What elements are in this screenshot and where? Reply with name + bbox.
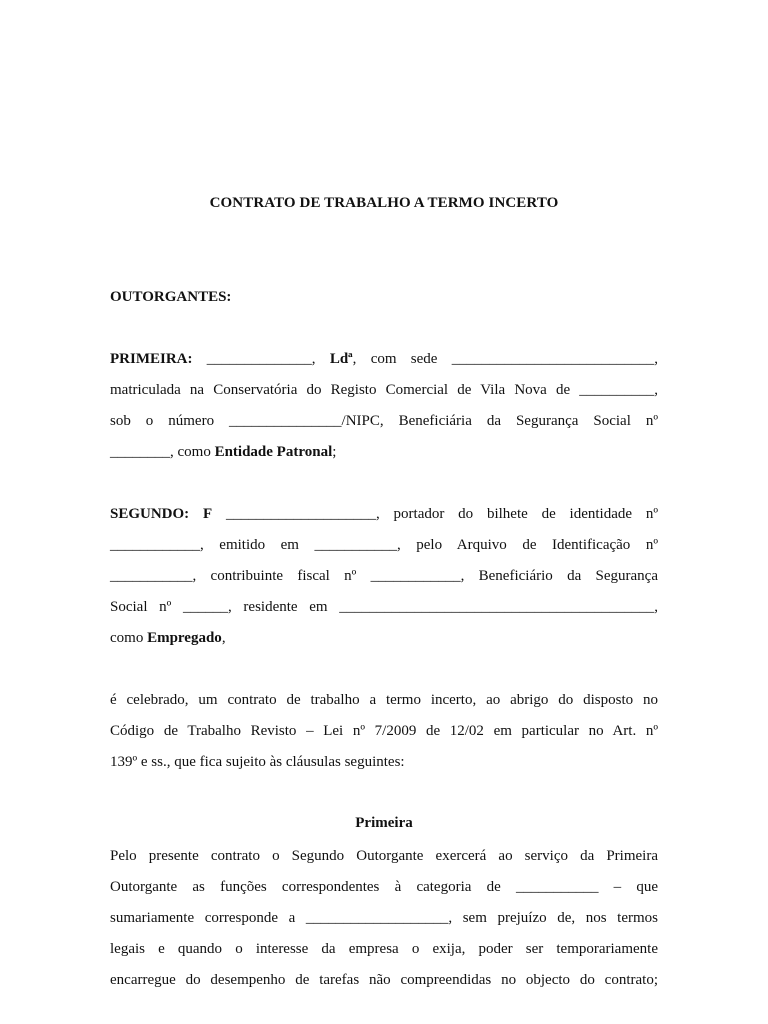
segundo-label: SEGUNDO: F xyxy=(110,506,213,522)
paragraph-line: legais e quando o interesse da empresa o exija, poder ser temporariamente xyxy=(110,941,658,957)
primeira-outorgante-paragraph xyxy=(110,344,658,468)
paragraph-line xyxy=(110,499,658,530)
paragraph-line: Social nº ______, residente em __________________________________________, xyxy=(110,599,658,615)
line-tail: ; xyxy=(332,444,337,460)
celebrado-paragraph xyxy=(110,685,658,778)
clause-primeira-paragraph xyxy=(110,841,658,996)
clause-primeira-title: Primeira xyxy=(355,815,413,831)
paragraph-line: sumariamente corresponde a ___________________, sem prejuízo de, nos termos xyxy=(110,910,658,926)
paragraph-line: é celebrado, um contrato de trabalho a termo incerto, ao abrigo do disposto no xyxy=(110,692,658,708)
paragraph-line: ___________, contribuinte fiscal nº ____________, Beneficiário da Segurança xyxy=(110,568,658,584)
entidade-patronal-term: Entidade Patronal xyxy=(214,444,333,460)
line-text: como xyxy=(110,630,148,646)
paragraph-line: Outorgante as funções correspondentes à categoria de ___________ – que xyxy=(110,879,658,895)
paragraph-line: 139º e ss., que fica sujeito às cláusulas seguintes: xyxy=(110,754,405,770)
paragraph-line: matriculada na Conservatória do Registo Comercial de Vila Nova de __________, xyxy=(110,382,658,398)
primeira-label: PRIMEIRA: xyxy=(110,351,193,367)
paragraph-line xyxy=(110,437,658,468)
company-name-blank: ______________, xyxy=(192,351,330,367)
line-tail: , xyxy=(221,630,226,646)
lda-label: Ldª xyxy=(329,351,353,367)
sede-blank: , com sede ___________________________, xyxy=(352,351,658,367)
document-title: CONTRATO DE TRABALHO A TERMO INCERTO xyxy=(209,195,559,211)
paragraph-line: encarregue do desempenho de tarefas não compreendidas no objecto do contrato; xyxy=(110,972,658,988)
paragraph-line xyxy=(110,344,658,375)
line-text: ________, como xyxy=(110,444,215,460)
paragraph-line xyxy=(110,623,658,654)
empregado-term: Empregado xyxy=(147,630,222,646)
paragraph-line: Código de Trabalho Revisto – Lei nº 7/2009 de 12/02 em particular no Art. nº xyxy=(110,723,658,739)
paragraph-line: ____________, emitido em ___________, pelo Arquivo de Identificação nº xyxy=(110,537,658,553)
segundo-outorgante-paragraph xyxy=(110,499,658,654)
paragraph-line: Pelo presente contrato o Segundo Outorgante exercerá ao serviço da Primeira xyxy=(110,848,658,864)
paragraph-line: sob o número _______________/NIPC, Beneficiária da Segurança Social nº xyxy=(110,413,658,429)
outorgantes-heading: OUTORGANTES: xyxy=(110,289,232,305)
line-text: ____________________, portador do bilhete de identidade nº xyxy=(212,506,658,522)
